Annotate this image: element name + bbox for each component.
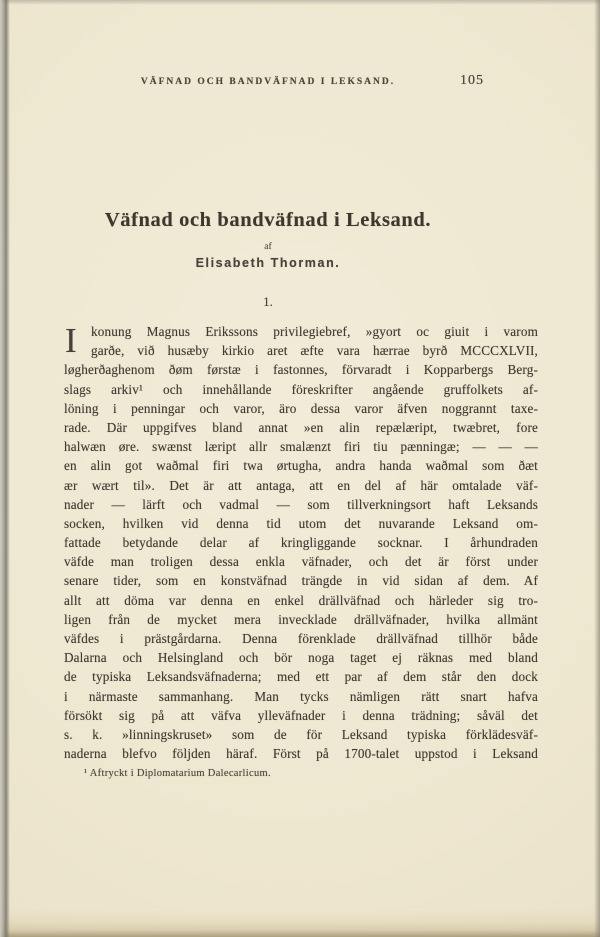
body-line: allt att döma var denna en enkel drällväfnad och härleder sig tro- <box>64 592 538 608</box>
section-number: 1. <box>263 294 273 309</box>
body-line: de typiska Leksandsväfnaderna; med ett par af dem står den dock <box>64 669 538 685</box>
body-line: väfde man troligen dessa enkla väfnader, och det är först under <box>64 554 538 570</box>
body-line: ligen från de mycket mera invecklade drällväfnader, hvilka allmänt <box>64 611 538 627</box>
body-line: en alin got waðmal firi twa ørtugha, andra handa waðmal som ðæt <box>64 458 538 474</box>
byline-author: Elisabeth Thorman. <box>195 256 341 270</box>
body-line: rade. Där uppgifves bland annat »en alin repælæript, twæbret, fore <box>64 419 538 435</box>
body-line: löning i penningar och varor, äro dessa varor äfven noggrannt taxe- <box>64 400 538 416</box>
body-line: socken, hvilken vid denna tid utom det nuvarande Leksand om- <box>64 515 538 531</box>
body-line: konung Magnus Erikssons privilegiebref, »gyort oc giuit i varom <box>91 324 538 339</box>
body-line: garðe, við husæby kirkio aret æfte vara hærrae byrð MCCCXLVII, <box>91 343 538 359</box>
running-header: VÄFNAD OCH BANDVÄFNAD I LEKSAND. <box>140 77 396 87</box>
body-line: naderna blefvo följden häraf. Först på 1700-talet uppstod i Leksand <box>64 746 538 762</box>
document-title: Väfnad och bandväfnad i Leksand. <box>104 209 432 231</box>
body-line: halwæn øre. swænst læript allr smalænzt firi tiu pænningæ; — — — <box>64 439 538 455</box>
footnote: ¹ Aftryckt i Diplomatarium Dalecarlicum. <box>84 768 271 779</box>
body-line: i närmaste sammanhang. Man tycks nämligen rätt snart hafva <box>64 688 538 704</box>
body-line: väfdes i prästgårdarna. Denna förenklade drällväfnad tillhör både <box>64 631 538 646</box>
body-line: slags arkiv¹ och innehållande föreskrifter angående gruffolkets af- <box>64 381 538 397</box>
drop-cap: I <box>65 321 77 360</box>
body-text <box>64 322 538 763</box>
body-line: løgherðaghenom ðøm førstæ i fastonnes, förvaradt i Kopparbergs Berg- <box>64 362 538 378</box>
body-line: s. k. »linningskruset» som de för Leksand typiska förklädesväf- <box>64 726 538 742</box>
body-line: fattade betydande delar af kringliggande socknar. I århundraden <box>64 535 538 551</box>
body-line: Dalarna och Helsingland och bör noga taget ej räknas med bland <box>64 650 538 666</box>
body-line: nader — lärft och vadmal — som tillverkningsort haft Leksands <box>64 496 538 512</box>
page-number: 105 <box>460 73 484 88</box>
byline-prefix: af <box>264 242 272 252</box>
body-line: senare tider, som en konstväfnad trängde in vid sidan af dem. Af <box>64 573 538 589</box>
body-line: försökt sig på att väfva ylleväfnader i denna trädning; såväl det <box>64 707 538 723</box>
body-line: ær wært til». Det är att antaga, att en del af här omtalade väf- <box>64 477 538 493</box>
